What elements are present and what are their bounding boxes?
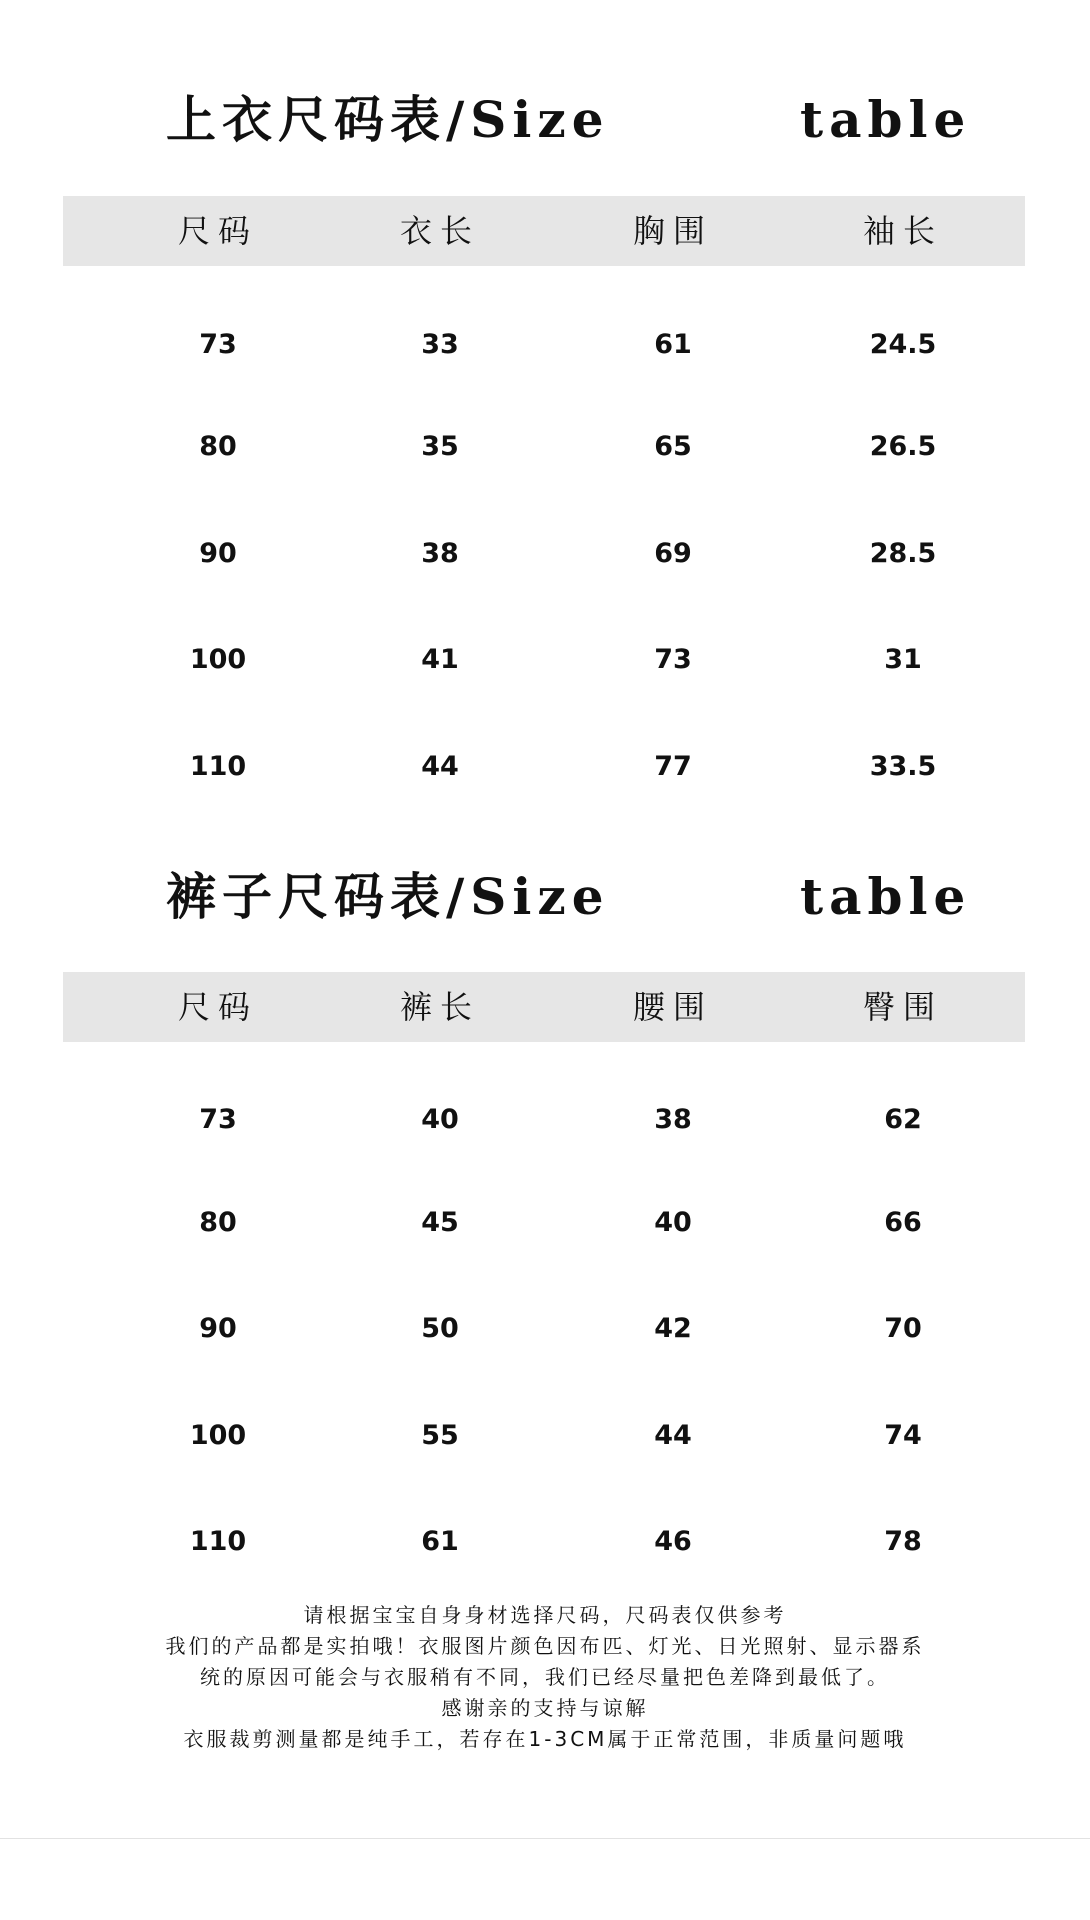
table-cell: 62 xyxy=(884,1104,922,1135)
note-line: 请根据宝宝自身身材选择尺码，尺码表仅供参考 xyxy=(303,1603,787,1627)
table-cell: 110 xyxy=(189,1526,247,1557)
table-row xyxy=(63,1299,1025,1359)
pants-table-header xyxy=(63,972,1025,1042)
note-line: 统的原因可能会与衣服稍有不同，我们已经尽量把色差降到最低了。 xyxy=(200,1665,890,1689)
table-cell: 80 xyxy=(199,1207,237,1238)
table-cell: 40 xyxy=(421,1104,459,1135)
table-row xyxy=(63,737,1025,797)
header-cell: 臀围 xyxy=(862,988,943,1026)
table-cell: 65 xyxy=(654,431,692,462)
table-cell: 61 xyxy=(654,329,692,360)
header-cell: 腰围 xyxy=(632,988,713,1026)
table-cell: 77 xyxy=(654,751,692,782)
top-title-cn: 上衣尺码表/Size xyxy=(166,90,610,149)
table-cell: 69 xyxy=(654,538,692,569)
table-cell: 31 xyxy=(884,644,922,675)
note-line: 衣服裁剪测量都是纯手工，若存在1-3CM属于正常范围，非质量问题哦 xyxy=(183,1727,907,1751)
top-title-en: table xyxy=(800,90,972,149)
header-cell: 尺码 xyxy=(177,212,258,250)
divider xyxy=(0,1838,1090,1839)
note-line: 感谢亲的支持与谅解 xyxy=(441,1696,649,1720)
table-cell: 35 xyxy=(421,431,459,462)
table-cell: 110 xyxy=(189,751,247,782)
header-cell: 袖长 xyxy=(862,212,943,250)
table-cell: 90 xyxy=(199,1313,237,1344)
table-cell: 73 xyxy=(199,329,237,360)
table-cell: 78 xyxy=(884,1526,922,1557)
table-cell: 44 xyxy=(421,751,459,782)
table-cell: 41 xyxy=(421,644,459,675)
header-cell: 胸围 xyxy=(632,212,713,250)
table-cell: 50 xyxy=(421,1313,459,1344)
table-cell: 100 xyxy=(189,644,247,675)
table-row xyxy=(63,524,1025,584)
table-row xyxy=(63,1193,1025,1253)
table-cell: 70 xyxy=(884,1313,922,1344)
table-cell: 61 xyxy=(421,1526,459,1557)
table-row xyxy=(63,315,1025,375)
table-cell: 66 xyxy=(884,1207,922,1238)
table-cell: 33 xyxy=(421,329,459,360)
pants-title-en: table xyxy=(800,867,972,926)
pants-title-cn: 裤子尺码表/Size xyxy=(166,867,610,926)
table-cell: 28.5 xyxy=(869,538,937,569)
header-cell: 衣长 xyxy=(399,212,480,250)
table-cell: 38 xyxy=(421,538,459,569)
table-cell: 44 xyxy=(654,1420,692,1451)
table-cell: 90 xyxy=(199,538,237,569)
header-cell: 裤长 xyxy=(399,988,480,1026)
table-cell: 55 xyxy=(421,1420,459,1451)
table-row xyxy=(63,630,1025,690)
table-cell: 80 xyxy=(199,431,237,462)
table-row xyxy=(63,1406,1025,1466)
table-row xyxy=(63,1512,1025,1572)
table-cell: 74 xyxy=(884,1420,922,1451)
top-size-table-title xyxy=(0,80,1090,160)
header-cell: 尺码 xyxy=(177,988,258,1026)
table-cell: 73 xyxy=(654,644,692,675)
table-cell: 100 xyxy=(189,1420,247,1451)
table-row xyxy=(63,417,1025,477)
table-row xyxy=(63,1090,1025,1150)
table-cell: 38 xyxy=(654,1104,692,1135)
table-cell: 42 xyxy=(654,1313,692,1344)
table-cell: 26.5 xyxy=(869,431,937,462)
table-cell: 40 xyxy=(654,1207,692,1238)
top-table-header xyxy=(63,196,1025,266)
pants-size-table-title xyxy=(0,857,1090,937)
table-cell: 24.5 xyxy=(869,329,937,360)
note-line: 我们的产品都是实拍哦！衣服图片颜色因布匹、灯光、日光照射、显示器系 xyxy=(165,1634,925,1658)
table-cell: 33.5 xyxy=(869,751,937,782)
table-cell: 73 xyxy=(199,1104,237,1135)
table-cell: 46 xyxy=(654,1526,692,1557)
table-cell: 45 xyxy=(421,1207,459,1238)
notes-block xyxy=(60,1600,1030,1755)
